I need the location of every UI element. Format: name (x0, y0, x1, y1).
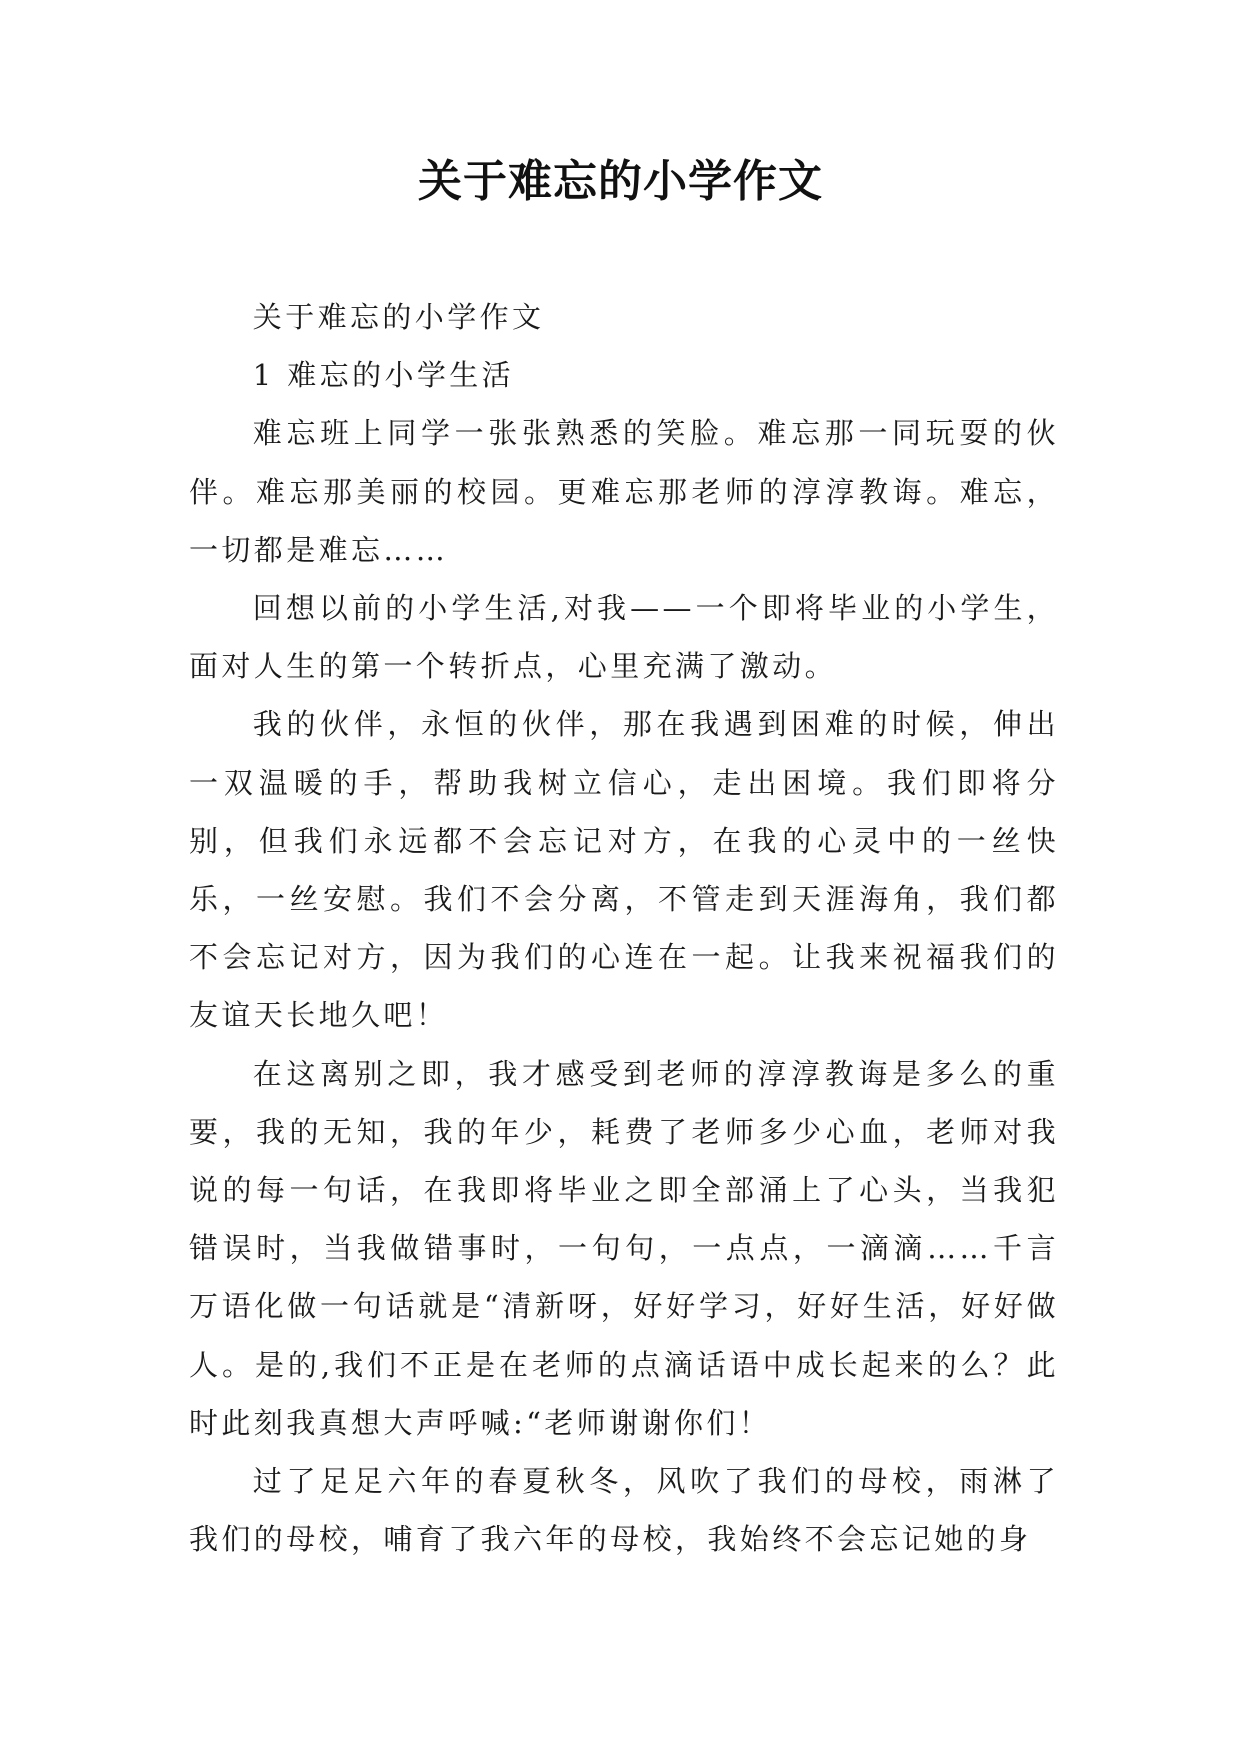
paragraph: 过了足足六年的春夏秋冬，风吹了我们的母校，雨淋了我们的母校，哺育了我六年的母校，我始终不会忘记她的身 (189, 1464, 1059, 1557)
document-title: 关于难忘的小学作文 (418, 156, 823, 207)
section-title: 1 难忘的小学生活 (252, 358, 515, 393)
heading-line: 关于难忘的小学作文 (252, 300, 545, 334)
document-body (189, 288, 1059, 1568)
paragraph: 回想以前的小学生活,对我——一个即将毕业的小学生，面对人生的第一个转折点，心里充满了激动。 (189, 591, 1059, 684)
paragraph: 在这离别之即，我才感受到老师的淳淳教诲是多么的重要，我的无知，我的年少，耗费了老师多少心血，老师对我说的每一句话，在我即将毕业之即全部涌上了心头，当我犯错误时，当我做错事时，一句句，一点点，一滴滴……千言万语化做一句话就是“清新呀，好好学习，好好生活，好好做人。是的,我们不正是在老师的点滴话语中成长起来的么？此时此刻我真想大声呼喊:“老师谢谢你们！ (189, 1056, 1059, 1440)
paragraph: 我的伙伴，永恒的伙伴，那在我遇到困难的时候，伸出一双温暖的手，帮助我树立信心，走出困境。我们即将分别，但我们永远都不会忘记对方，在我的心灵中的一丝快乐，一丝安慰。我们不会分离，不管走到天涯海角，我们都不会忘记对方，因为我们的心连在一起。让我来祝福我们的友谊天长地久吧！ (189, 707, 1059, 1033)
paragraph: 难忘班上同学一张张熟悉的笑脸。难忘那一同玩耍的伙伴。难忘那美丽的校园。更难忘那老师的淳淳教诲。难忘，一切都是难忘…… (189, 416, 1059, 567)
